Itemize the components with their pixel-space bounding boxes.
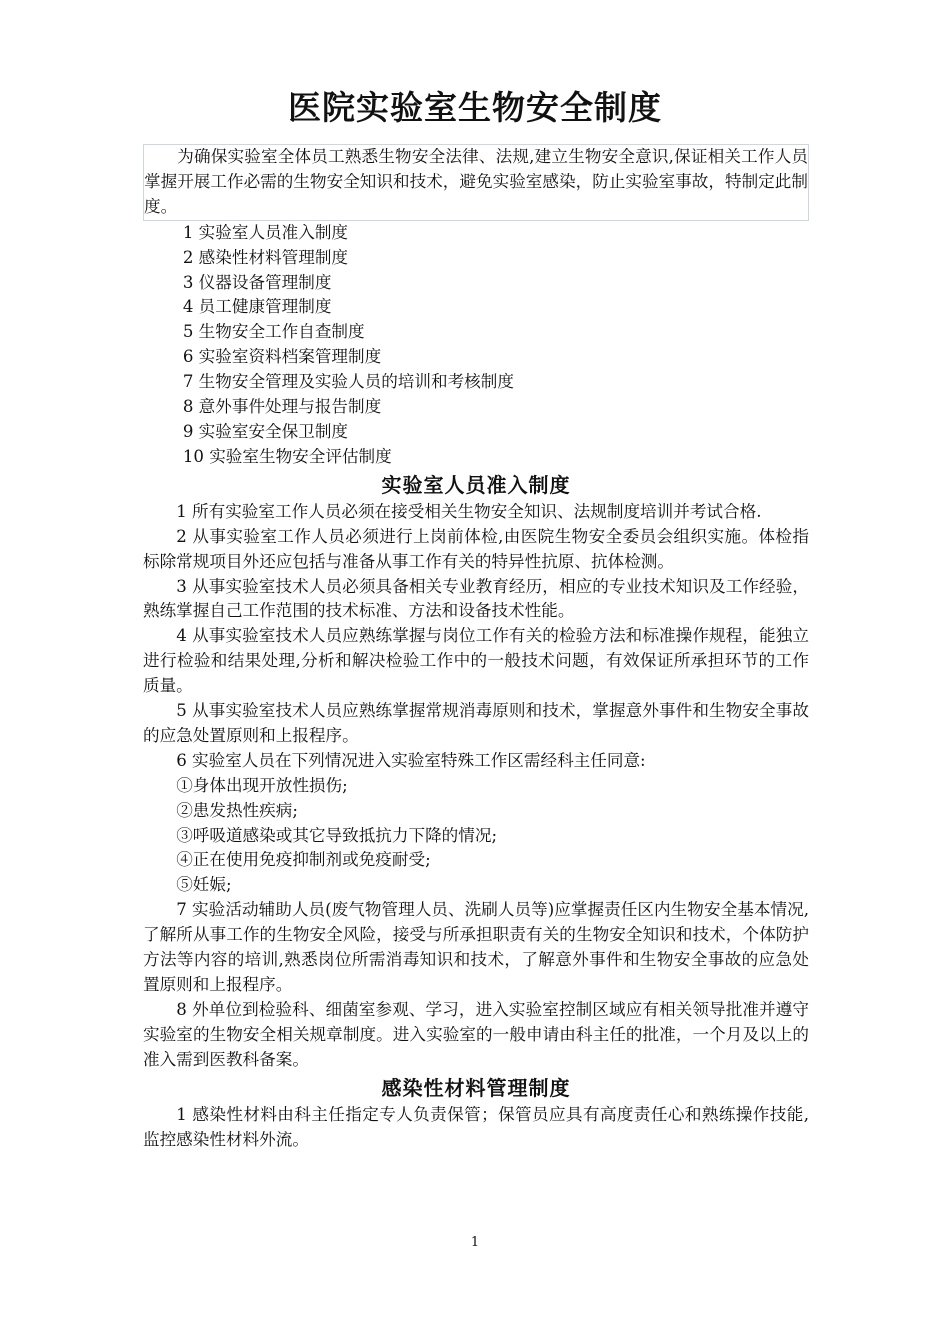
document-title: 医院实验室生物安全制度 bbox=[288, 88, 662, 127]
toc-item: 4 员工健康管理制度 bbox=[182, 297, 332, 317]
toc-list bbox=[143, 221, 809, 470]
section-paragraph: 1 感染性材料由科主任指定专人负责保管；保管员应具有高度责任心和熟练操作技能,监控感染性材料外流。 bbox=[143, 1104, 809, 1149]
condition-item: ④正在使用免疫抑制剂或免疫耐受; bbox=[176, 850, 431, 870]
toc-item: 1 实验室人员准入制度 bbox=[182, 222, 349, 242]
section-paragraph: 7 实验活动辅助人员(废气物管理人员、洗刷人员等)应掌握责任区内生物安全基本情况,了解所从事工作的生物安全风险，接受与所承担职责有关的生物安全知识和技术，个体防护方法等内容的培训,熟悉岗位所需消毒知识和技术，了解意外事件和生物安全事故的应急处置原则和上报程序。 bbox=[143, 900, 809, 994]
toc-item: 9 实验室安全保卫制度 bbox=[182, 421, 349, 441]
document-body bbox=[143, 144, 809, 1152]
toc-item: 8 意外事件处理与报告制度 bbox=[182, 397, 382, 417]
section-paragraph: 3 从事实验室技术人员必须具备相关专业教育经历，相应的专业技术知识及工作经验，熟练掌握自己工作范围的技术标准、方法和设备技术性能。 bbox=[143, 576, 809, 621]
section-paragraph: 2 从事实验室工作人员必须进行上岗前体检,由医院生物安全委员会组织实施。体检指标除常规项目外还应包括与准备从事工作有关的特异性抗原、抗体检测。 bbox=[143, 526, 809, 571]
page-number: 1 bbox=[470, 1235, 480, 1250]
intro-box bbox=[143, 144, 809, 221]
section-heading: 感染性材料管理制度 bbox=[381, 1075, 571, 1100]
section-heading: 实验室人员准入制度 bbox=[381, 472, 571, 497]
section-personnel-access bbox=[143, 470, 809, 1073]
toc-item: 6 实验室资料档案管理制度 bbox=[182, 347, 382, 367]
condition-item: ③呼吸道感染或其它导致抵抗力下降的情况; bbox=[176, 825, 498, 845]
section-paragraph: 5 从事实验室技术人员应熟练掌握常规消毒原则和技术，掌握意外事件和生物安全事故的应急处置原则和上报程序。 bbox=[143, 701, 809, 745]
condition-item: ②患发热性疾病; bbox=[176, 800, 298, 820]
condition-item: ①身体出现开放性损伤; bbox=[176, 775, 348, 795]
section-paragraph: 6 实验室人员在下列情况进入实验室特殊工作区需经科主任同意: bbox=[176, 750, 646, 770]
toc-item: 10 实验室生物安全评估制度 bbox=[182, 446, 392, 466]
toc-item: 2 感染性材料管理制度 bbox=[182, 247, 349, 267]
toc-item: 3 仪器设备管理制度 bbox=[182, 272, 332, 292]
section-paragraph: 1 所有实验室工作人员必须在接受相关生物安全知识、法规制度培训并考试合格. bbox=[176, 501, 762, 521]
condition-item: ⑤妊娠; bbox=[176, 875, 232, 895]
intro-paragraph: 为确保实验室全体员工熟悉生物安全法律、法规,建立生物安全意识,保证相关工作人员掌握开展工作必需的生物安全知识和技术，避免实验室感染，防止实验室事故，特制定此制度。 bbox=[144, 147, 808, 216]
toc-item: 7 生物安全管理及实验人员的培训和考核制度 bbox=[182, 372, 514, 392]
section-paragraph: 4 从事实验室技术人员应熟练掌握与岗位工作有关的检验方法和标准操作规程，能独立进行检验和结果处理,分析和解决检验工作中的一般技术问题，有效保证所承担环节的工作质量。 bbox=[143, 626, 809, 696]
section-paragraph: 8 外单位到检验科、细菌室参观、学习，进入实验室控制区域应有相关领导批准并遵守实验室的生物安全相关规章制度。进入实验室的一般申请由科主任的批准，一个月及以上的准入需到医教科备案。 bbox=[143, 999, 809, 1069]
toc-item: 5 生物安全工作自查制度 bbox=[182, 322, 365, 342]
section-infectious-materials bbox=[143, 1073, 809, 1153]
